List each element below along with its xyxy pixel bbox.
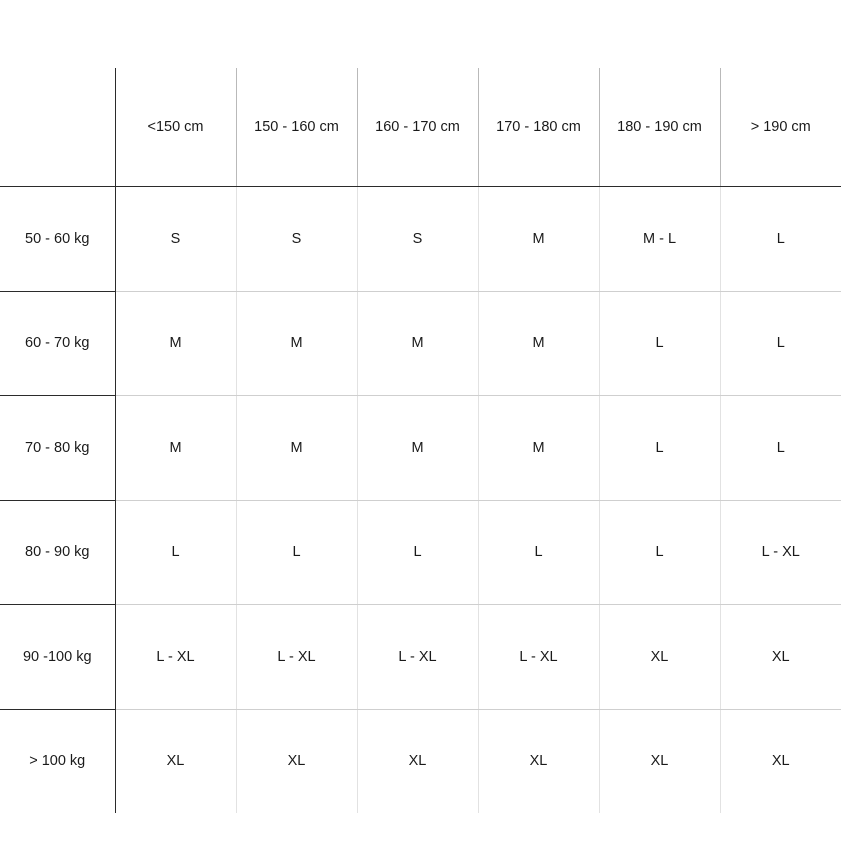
size-cell: XL — [720, 605, 841, 710]
size-cell: XL — [357, 709, 478, 813]
table-row — [0, 396, 841, 501]
size-cell: S — [236, 187, 357, 292]
row-header-weight-3: 70 - 80 kg — [0, 396, 115, 501]
size-cell: L — [236, 500, 357, 605]
size-recommendation-table — [0, 68, 841, 813]
column-header-height-5: 180 - 190 cm — [599, 68, 720, 187]
size-cell: L - XL — [236, 605, 357, 710]
table-header-row — [0, 68, 841, 187]
size-cell: L — [599, 500, 720, 605]
column-header-height-1: <150 cm — [115, 68, 236, 187]
column-header-height-6: > 190 cm — [720, 68, 841, 187]
size-cell: S — [357, 187, 478, 292]
row-header-weight-1: 50 - 60 kg — [0, 187, 115, 292]
size-cell: L — [599, 291, 720, 396]
size-cell: L - XL — [115, 605, 236, 710]
table-header — [0, 68, 841, 187]
size-cell: L — [357, 500, 478, 605]
size-cell: L — [720, 187, 841, 292]
size-cell: M — [115, 396, 236, 501]
size-cell: L — [115, 500, 236, 605]
size-cell: XL — [236, 709, 357, 813]
size-cell: M — [357, 396, 478, 501]
size-cell: M — [478, 396, 599, 501]
size-cell: XL — [771, 753, 790, 770]
size-cell: M - L — [599, 187, 720, 292]
column-header-height-2: 150 - 160 cm — [236, 68, 357, 187]
table-row — [0, 187, 841, 292]
size-cell: L — [720, 396, 841, 501]
size-cell: XL — [115, 709, 236, 813]
size-cell: XL — [599, 709, 720, 813]
size-cell: M — [115, 291, 236, 396]
column-header-height-3: 160 - 170 cm — [357, 68, 478, 187]
column-header-height-4: 170 - 180 cm — [478, 68, 599, 187]
table-body — [0, 187, 841, 814]
size-cell: XL — [478, 709, 599, 813]
table-row — [0, 500, 841, 605]
row-header-weight-6: > 100 kg — [0, 709, 115, 813]
size-cell: M — [236, 396, 357, 501]
row-header-weight-5: 90 -100 kg — [0, 605, 115, 710]
size-cell: L - XL — [357, 605, 478, 710]
size-cell: L - XL — [720, 500, 841, 605]
size-cell: M — [478, 291, 599, 396]
size-cell: L — [599, 396, 720, 501]
size-cell: L - XL — [478, 605, 599, 710]
size-cell: L — [478, 500, 599, 605]
table-row — [0, 291, 841, 396]
size-cell: M — [236, 291, 357, 396]
table-corner-cell — [0, 68, 115, 187]
size-cell: M — [478, 187, 599, 292]
table-row — [0, 605, 841, 710]
size-cell: M — [357, 291, 478, 396]
row-header-weight-4: 80 - 90 kg — [0, 500, 115, 605]
row-header-weight-2: 60 - 70 kg — [0, 291, 115, 396]
table-row — [0, 709, 841, 813]
size-cell: XL — [599, 605, 720, 710]
size-cell: L — [720, 291, 841, 396]
size-cell: S — [115, 187, 236, 292]
